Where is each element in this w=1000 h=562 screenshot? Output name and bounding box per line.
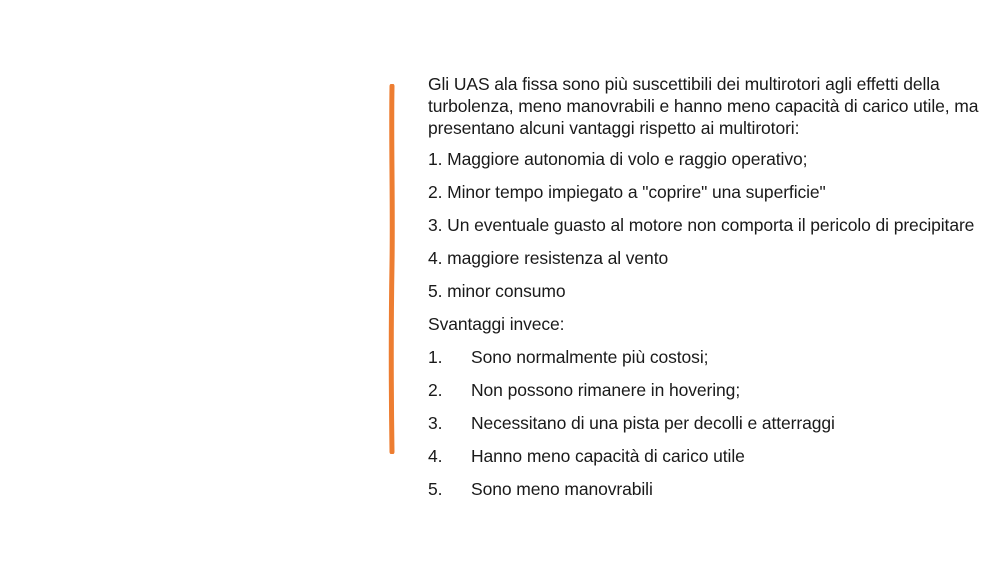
disadvantage-item <box>428 478 994 500</box>
disadvantages-list <box>428 346 994 500</box>
advantage-item: 1. Maggiore autonomia di volo e raggio operativo; <box>428 149 808 169</box>
item-text: Necessitano di una pista per decolli e atterraggi <box>471 413 835 433</box>
text-body <box>428 73 994 511</box>
advantage-item: 3. Un eventuale guasto al motore non comporta il pericolo di precipitare <box>428 215 975 235</box>
disadvantages-heading: Svantaggi invece: <box>428 314 565 334</box>
disadvantage-item <box>428 412 994 434</box>
item-text: Hanno meno capacità di carico utile <box>471 446 745 466</box>
advantage-item: 4. maggiore resistenza al vento <box>428 248 669 268</box>
item-number: 1. <box>428 347 443 367</box>
item-text: Sono meno manovrabili <box>471 479 653 499</box>
disadvantage-item <box>428 379 994 401</box>
intro-paragraph: Gli UAS ala fissa sono più suscettibili dei multirotori agli effetti della turbolenza, meno manovrabili e hanno meno capacità di carico utile, ma presentano alcuni vantaggi rispetto ai multirotori: <box>428 74 979 138</box>
accent-bar <box>388 84 396 454</box>
advantage-item: 2. Minor tempo impiegato a "coprire" una superficie" <box>428 182 826 202</box>
item-number: 2. <box>428 380 443 400</box>
item-number: 3. <box>428 413 443 433</box>
advantages-list <box>428 148 994 302</box>
advantage-item: 5. minor consumo <box>428 281 566 301</box>
accent-bar-stroke <box>391 86 392 452</box>
item-number: 4. <box>428 446 443 466</box>
item-text: Non possono rimanere in hovering; <box>471 380 741 400</box>
disadvantage-item <box>428 346 994 368</box>
disadvantage-item <box>428 445 994 467</box>
item-text: Sono normalmente più costosi; <box>471 347 709 367</box>
item-number: 5. <box>428 479 443 499</box>
